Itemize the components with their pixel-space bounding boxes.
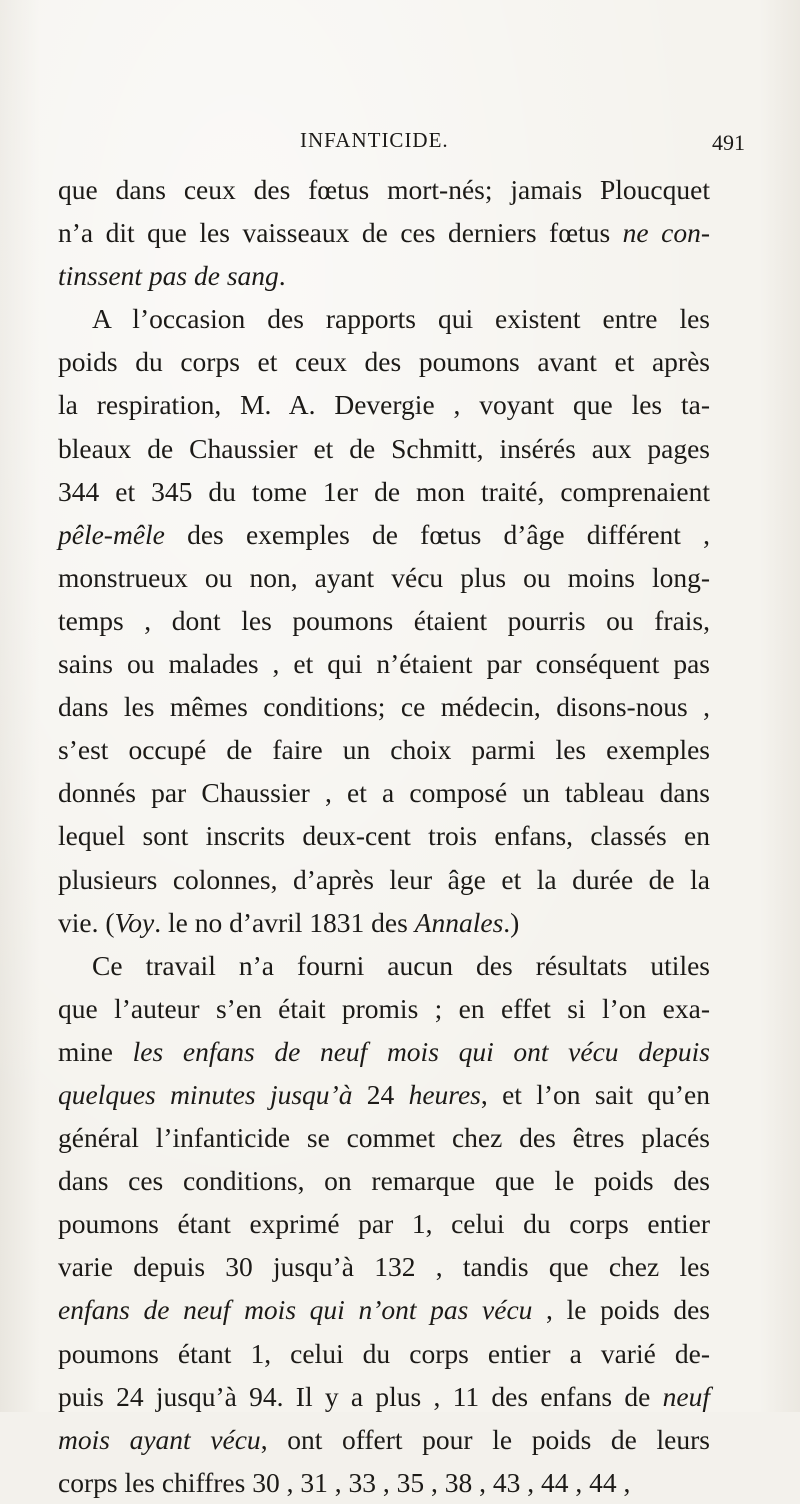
running-head	[0, 122, 800, 162]
italic-text: les enfans de neuf mois qui ont vécu depuis	[132, 1035, 710, 1067]
text-run: mine	[58, 1035, 133, 1067]
body-text	[58, 168, 710, 1504]
text-line	[58, 340, 710, 383]
text-run: .)	[503, 906, 520, 938]
text-run: la respiration, M. A. Devergie , voyant que les ta-	[58, 389, 710, 421]
text-run: bleaux de Chaussier et de Schmitt, insérés aux pages	[58, 432, 710, 464]
text-line	[58, 599, 710, 642]
text-run: général l’infanticide se commet chez des êtres placés	[58, 1122, 710, 1154]
text-line	[58, 1418, 710, 1461]
italic-text: mois ayant vécu	[58, 1423, 261, 1455]
text-line	[58, 728, 710, 771]
text-run: donnés par Chaussier , et a composé un tableau dans	[58, 777, 710, 809]
text-line	[58, 1245, 710, 1288]
text-line	[58, 944, 710, 987]
text-run: puis 24 jusqu’à 94. Il y a plus , 11 des enfans de	[58, 1380, 663, 1412]
text-run: sains ou malades , et qui n’étaient par conséquent pas	[58, 648, 710, 680]
italic-text: neuf	[662, 1380, 710, 1412]
text-run: . le no d’avril 1831 des	[154, 906, 415, 938]
text-run: , ont offert pour le poids de leurs	[260, 1423, 710, 1455]
italic-text: quelques minutes jusqu’à	[58, 1078, 353, 1110]
italic-text: Voy	[114, 906, 155, 938]
italic-text: tinssent pas de sang	[58, 260, 279, 292]
text-line	[58, 987, 710, 1030]
text-line	[58, 254, 710, 297]
page-number: 491	[712, 130, 745, 155]
text-line	[58, 1159, 710, 1202]
text-run: s’est occupé de faire un choix parmi les exemples	[58, 734, 710, 766]
italic-text: enfans de neuf mois qui n’ont pas vécu	[58, 1294, 533, 1326]
text-line	[58, 1073, 710, 1116]
text-run: , le poids des	[532, 1294, 710, 1326]
text-line	[58, 297, 710, 340]
text-run: que l’auteur s’en était promis ; en effet si l’on exa-	[58, 992, 710, 1024]
text-line	[58, 858, 710, 901]
text-line	[58, 901, 710, 944]
text-run: vie. (	[58, 906, 115, 938]
text-line	[58, 211, 710, 254]
text-run: Ce travail n’a fourni aucun des résultats utiles	[92, 949, 710, 981]
text-line	[58, 427, 710, 470]
text-run: lequel sont inscrits deux-cent trois enfans, classés en	[58, 820, 710, 852]
text-line	[58, 383, 710, 426]
italic-text: pêle-mêle	[58, 518, 165, 550]
italic-text: heures	[408, 1078, 481, 1110]
text-run: varie depuis 30 jusqu’à 132 , tandis que chez les	[58, 1251, 710, 1283]
text-run: poumons étant 1, celui du corps entier a varié de-	[58, 1337, 710, 1369]
text-line	[58, 685, 710, 728]
text-run: dans ces conditions, on remarque que le poids des	[58, 1165, 710, 1197]
text-run: des exemples de fœtus d’âge différent ,	[164, 518, 710, 550]
text-run: corps les chiffres 30 , 31 , 33 , 35 , 38 , 43 , 44 , 44 ,	[58, 1466, 631, 1498]
text-run: , et l’on sait qu’en	[480, 1078, 710, 1110]
italic-text: Annales	[414, 906, 504, 938]
text-line	[58, 1461, 710, 1504]
text-line	[58, 814, 710, 857]
italic-text: ne con-	[622, 217, 711, 249]
text-run: 24	[352, 1078, 409, 1110]
text-run: poids du corps et ceux des poumons avant et après	[58, 346, 710, 378]
text-run: plusieurs colonnes, d’après leur âge et la durée de la	[58, 863, 710, 895]
text-line	[58, 1332, 710, 1375]
text-run: que dans ceux des fœtus mort-nés; jamais Ploucquet	[58, 174, 710, 205]
text-line	[58, 470, 710, 513]
text-run: dans les mêmes conditions; ce médecin, disons-nous ,	[58, 691, 710, 723]
text-line	[58, 642, 710, 685]
text-run: n’a dit que les vaisseaux de ces derniers fœtus	[58, 217, 623, 249]
text-run: .	[278, 260, 286, 292]
text-run: A l’occasion des rapports qui existent entre les	[92, 303, 710, 335]
text-line	[58, 168, 710, 211]
text-run: 344 et 345 du tome 1er de mon traité, comprenaient	[58, 475, 710, 507]
text-line	[58, 556, 710, 599]
text-run: monstrueux ou non, ayant vécu plus ou moins long-	[58, 561, 710, 593]
text-run: temps , dont les poumons étaient pourris ou frais,	[58, 604, 710, 636]
running-title: INFANTICIDE.	[300, 128, 449, 152]
text-run: poumons étant exprimé par 1, celui du corps entier	[58, 1208, 710, 1240]
text-line	[58, 771, 710, 814]
text-line	[58, 1116, 710, 1159]
text-line	[58, 1375, 710, 1418]
text-line	[58, 1288, 710, 1331]
text-line	[58, 1202, 710, 1245]
text-line	[58, 1030, 710, 1073]
text-line	[58, 513, 710, 556]
